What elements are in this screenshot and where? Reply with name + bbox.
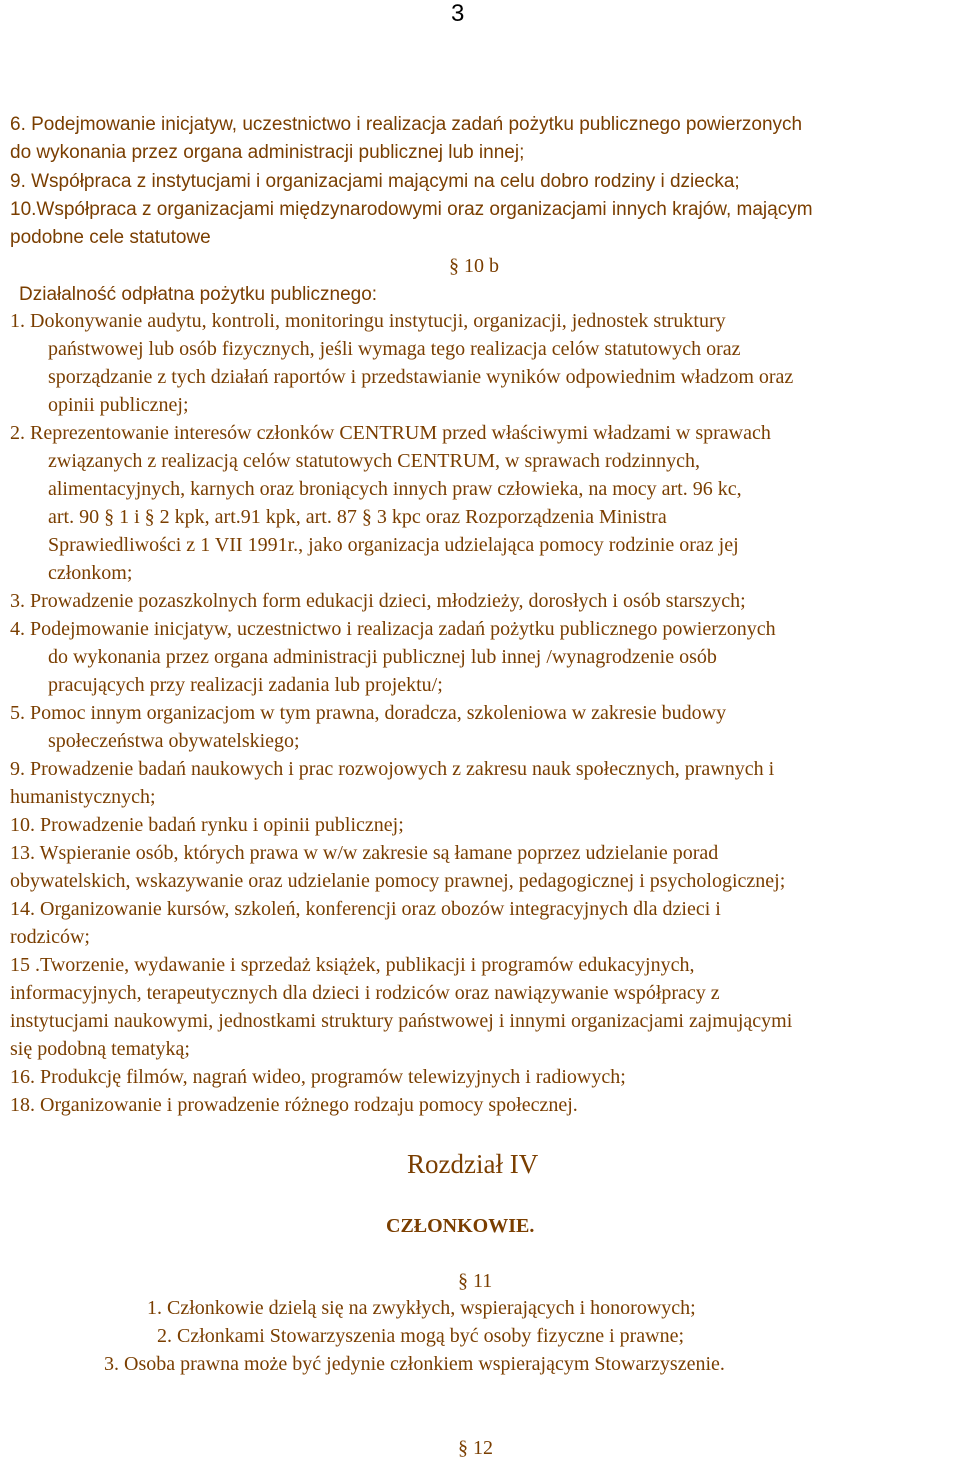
chapter-title: Rozdział IV xyxy=(407,1149,539,1179)
list-item: informacyjnych, terapeutycznych dla dzieci i rodziców oraz nawiązywanie współpracy z xyxy=(10,982,720,1004)
list-item: 9. Współpraca z instytucjami i organizacjami mającymi na celu dobro rodziny i dziecka; xyxy=(10,171,740,192)
list-item: społeczeństwa obywatelskiego; xyxy=(48,730,300,752)
list-item: 4. Podejmowanie inicjatyw, uczestnictwo i realizacja zadań pożytku publicznego powierzonych xyxy=(10,618,776,640)
list-item: do wykonania przez organa administracji publicznej lub innej; xyxy=(10,142,525,163)
list-item: 14. Organizowanie kursów, szkoleń, konferencji oraz obozów integracyjnych dla dzieci i xyxy=(10,898,721,920)
page-number: 3 xyxy=(451,0,465,27)
list-item: 16. Produkcję filmów, nagrań wideo, programów telewizyjnych i radiowych; xyxy=(10,1066,626,1088)
list-item: humanistycznych; xyxy=(10,786,156,808)
list-item: 13. Wspieranie osób, których prawa w w/w zakresie są łamane poprzez udzielanie porad xyxy=(10,842,719,864)
list-item: podobne cele statutowe xyxy=(10,227,211,248)
list-item: 10. Prowadzenie badań rynku i opinii publicznej; xyxy=(10,814,404,836)
list-item: 1. Dokonywanie audytu, kontroli, monitoringu instytucji, organizacji, jednostek struktury xyxy=(10,310,726,332)
list-item: 6. Podejmowanie inicjatyw, uczestnictwo i realizacja zadań pożytku publicznego powierzonych xyxy=(10,114,803,135)
section-title: Działalność odpłatna pożytku publicznego: xyxy=(19,284,378,305)
list-item: 3. Osoba prawna może być jedynie członkiem wspierającym Stowarzyszenie. xyxy=(104,1353,725,1375)
chapter-subtitle: CZŁONKOWIE. xyxy=(386,1215,535,1237)
list-item: Sprawiedliwości z 1 VII 1991r., jako organizacja udzielająca pomocy rodzinie oraz jej xyxy=(48,534,739,556)
list-item: 9. Prowadzenie badań naukowych i prac rozwojowych z zakresu nauk społecznych, prawnych i xyxy=(10,758,775,780)
list-item: sporządzanie z tych działań raportów i przedstawianie wyników odpowiednim władzom oraz xyxy=(48,366,794,388)
list-item: związanych z realizacją celów statutowych CENTRUM, w sprawach rodzinnych, xyxy=(48,450,700,472)
list-item: członkom; xyxy=(48,562,133,584)
list-item: pracujących przy realizacji zadania lub projektu/; xyxy=(48,674,443,696)
list-item: 10.Współpraca z organizacjami międzynarodowymi oraz organizacjami innych krajów, mającym xyxy=(10,199,813,220)
list-item: 18. Organizowanie i prowadzenie różnego rodzaju pomocy społecznej. xyxy=(10,1094,578,1116)
section-heading: § 12 xyxy=(458,1437,493,1459)
list-item: art. 90 § 1 i § 2 kpk, art.91 kpk, art. 87 § 3 kpc oraz Rozporządzenia Ministra xyxy=(48,506,667,528)
section-heading: § 11 xyxy=(458,1270,493,1292)
list-item: rodziców; xyxy=(10,926,90,948)
list-item: instytucjami naukowymi, jednostkami struktury państwowej i innymi organizacjami zajmującymi xyxy=(10,1010,793,1032)
list-item: się podobną tematyką; xyxy=(10,1038,190,1060)
list-item: 15 .Tworzenie, wydawanie i sprzedaż książek, publikacji i programów edukacyjnych, xyxy=(10,954,695,976)
list-item: obywatelskich, wskazywanie oraz udzielanie pomocy prawnej, pedagogicznej i psychologicznej; xyxy=(10,870,786,892)
list-item: opinii publicznej; xyxy=(48,394,189,416)
list-item: państwowej lub osób fizycznych, jeśli wymaga tego realizacja celów statutowych oraz xyxy=(48,338,741,360)
list-item: 5. Pomoc innym organizacjom w tym prawna, doradcza, szkoleniowa w zakresie budowy xyxy=(10,702,727,724)
list-item: 2. Członkami Stowarzyszenia mogą być osoby fizyczne i prawne; xyxy=(157,1325,685,1347)
list-item: do wykonania przez organa administracji publicznej lub innej /wynagrodzenie osób xyxy=(48,646,717,668)
list-item: 3. Prowadzenie pozaszkolnych form edukacji dzieci, młodzieży, dorosłych i osób starszych; xyxy=(10,590,746,612)
list-item: 2. Reprezentowanie interesów członków CENTRUM przed właściwymi władzami w sprawach xyxy=(10,422,771,444)
list-item: 1. Członkowie dzielą się na zwykłych, wspierających i honorowych; xyxy=(147,1297,696,1319)
section-heading: § 10 b xyxy=(449,255,499,277)
list-item: alimentacyjnych, karnych oraz broniących innych praw człowieka, na mocy art. 96 kc, xyxy=(48,478,742,500)
